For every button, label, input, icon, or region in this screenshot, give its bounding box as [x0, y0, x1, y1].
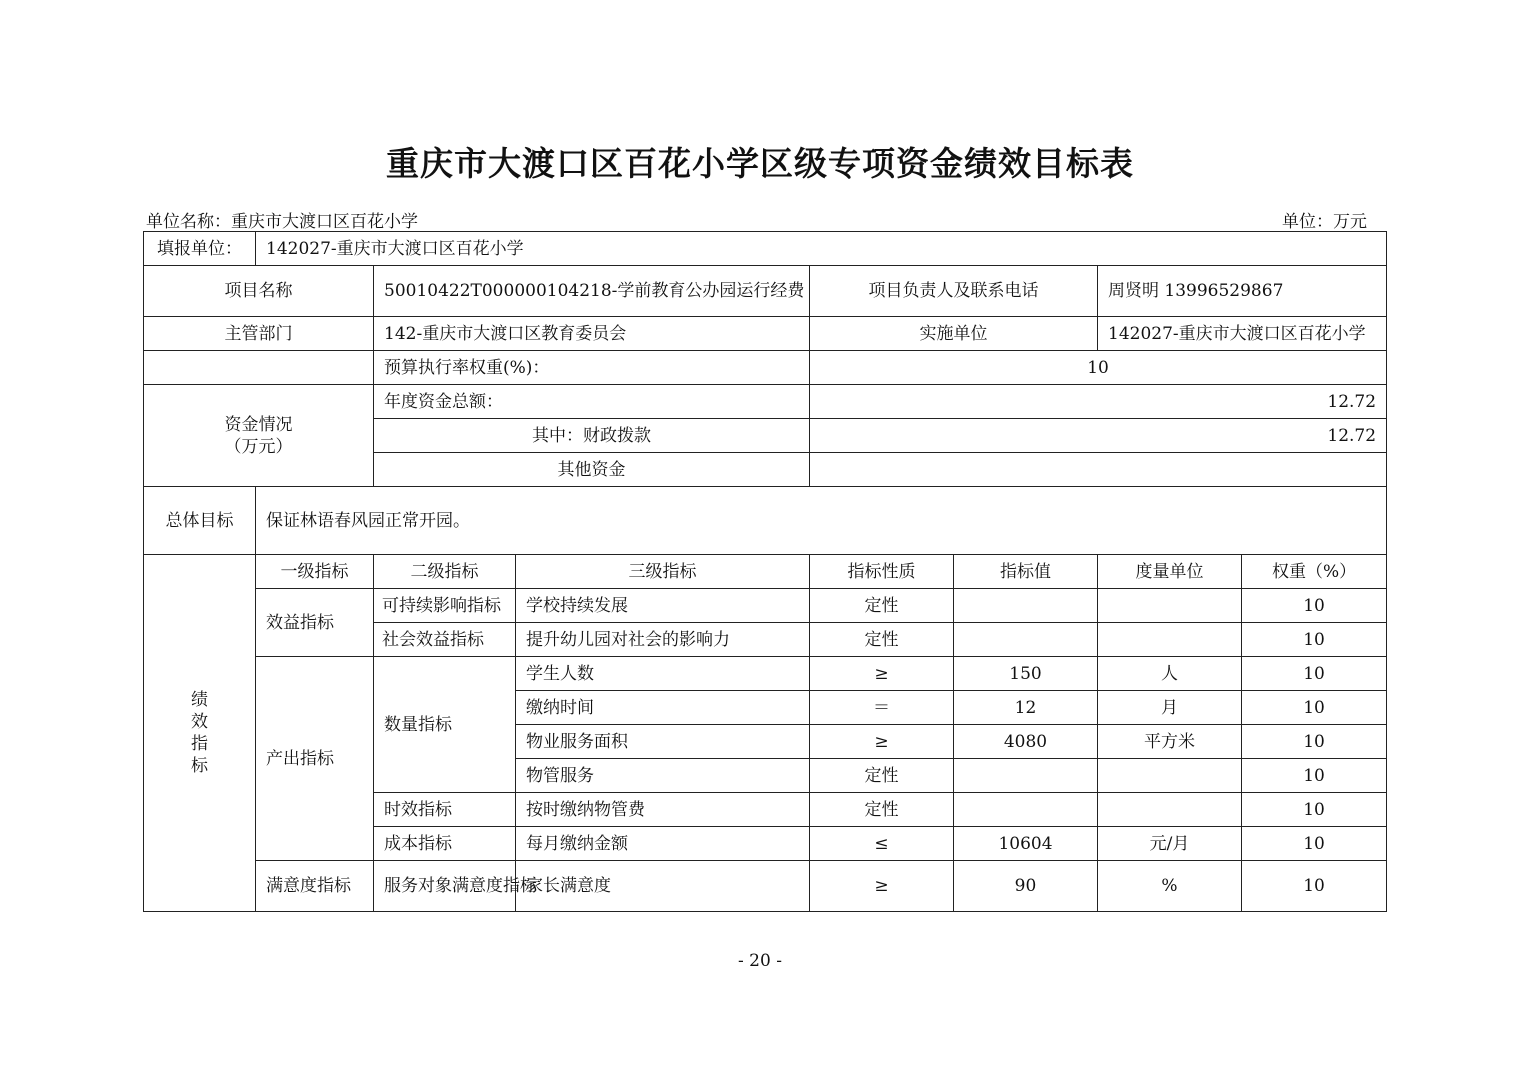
- budget-weight-label: 预算执行率权重(%)：: [374, 351, 810, 385]
- level2-quantity: 数量指标: [374, 657, 516, 793]
- level3-cell: 缴纳时间: [516, 691, 810, 725]
- nature-cell: ≥: [810, 861, 954, 912]
- nature-cell: ＝: [810, 691, 954, 725]
- performance-target-table: [143, 231, 1387, 912]
- level2-cost: 成本指标: [374, 827, 516, 861]
- dept-label: 主管部门: [144, 317, 374, 351]
- unit-cell: 平方米: [1098, 725, 1242, 759]
- weight-cell: 10: [1242, 827, 1387, 861]
- value-cell: [954, 589, 1098, 623]
- impl-label: 实施单位: [810, 317, 1098, 351]
- unit-cell: 元/月: [1098, 827, 1242, 861]
- weight-cell: 10: [1242, 861, 1387, 912]
- value-cell: 4080: [954, 725, 1098, 759]
- value-cell: [954, 759, 1098, 793]
- owner-value: 周贤明 13996529867: [1098, 266, 1387, 317]
- weight-cell: 10: [1242, 589, 1387, 623]
- funds-label-cell: [144, 385, 374, 487]
- fill-unit-value: 142027-重庆市大渡口区百花小学: [256, 232, 1387, 266]
- value-cell: [954, 623, 1098, 657]
- level3-cell: 按时缴纳物管费: [516, 793, 810, 827]
- fiscal-label: 其中：财政拨款: [374, 419, 810, 453]
- level2-service: 服务对象满意度指标: [374, 861, 516, 912]
- weight-cell: 10: [1242, 725, 1387, 759]
- weight-cell: 10: [1242, 623, 1387, 657]
- nature-cell: 定性: [810, 623, 954, 657]
- fill-unit-label: 填报单位：: [144, 232, 256, 266]
- nature-cell: 定性: [810, 793, 954, 827]
- page-number: - 20 -: [738, 951, 782, 971]
- weight-cell: 10: [1242, 759, 1387, 793]
- other-funds-value: [810, 453, 1387, 487]
- weight-cell: 10: [1242, 793, 1387, 827]
- header-unit: 度量单位: [1098, 555, 1242, 589]
- unit-name: 单位名称：重庆市大渡口区百花小学: [146, 212, 418, 232]
- nature-cell: ≤: [810, 827, 954, 861]
- level2-social: 社会效益指标: [374, 623, 516, 657]
- impl-value: 142027-重庆市大渡口区百花小学: [1098, 317, 1387, 351]
- header-nature: 指标性质: [810, 555, 954, 589]
- project-name-label: 项目名称: [144, 266, 374, 317]
- value-cell: 12: [954, 691, 1098, 725]
- owner-label: 项目负责人及联系电话: [810, 266, 1098, 317]
- table-row: [144, 861, 1387, 912]
- value-cell: 90: [954, 861, 1098, 912]
- goal-label: 总体目标: [144, 487, 256, 555]
- header-level2: 二级指标: [374, 555, 516, 589]
- header-weight: 权重（%）: [1242, 555, 1387, 589]
- nature-cell: ≥: [810, 657, 954, 691]
- level1-benefit: 效益指标: [256, 589, 374, 657]
- annual-total-label: 年度资金总额：: [374, 385, 810, 419]
- unit-cell: [1098, 589, 1242, 623]
- weight-cell: 10: [1242, 657, 1387, 691]
- annual-total-value: 12.72: [810, 385, 1387, 419]
- value-cell: 10604: [954, 827, 1098, 861]
- level1-output: 产出指标: [256, 657, 374, 861]
- level3-cell: 物业服务面积: [516, 725, 810, 759]
- dept-value: 142-重庆市大渡口区教育委员会: [374, 317, 810, 351]
- funds-label: 资金情况: [224, 414, 293, 435]
- header-level1: 一级指标: [256, 555, 374, 589]
- value-cell: [954, 793, 1098, 827]
- level2-timeliness: 时效指标: [374, 793, 516, 827]
- level3-cell: 提升幼儿园对社会的影响力: [516, 623, 810, 657]
- fiscal-value: 12.72: [810, 419, 1387, 453]
- value-cell: 150: [954, 657, 1098, 691]
- header-level3: 三级指标: [516, 555, 810, 589]
- level3-cell: 学生人数: [516, 657, 810, 691]
- perf-char: 标: [191, 756, 208, 776]
- unit-label: 单位：万元: [1282, 212, 1367, 232]
- level3-cell: 每月缴纳金额: [516, 827, 810, 861]
- level1-satisfaction: 满意度指标: [256, 861, 374, 912]
- unit-cell: %: [1098, 861, 1242, 912]
- budget-weight-value: 10: [810, 351, 1387, 385]
- funds-unit: （万元）: [224, 436, 293, 457]
- unit-cell: 人: [1098, 657, 1242, 691]
- header-value: 指标值: [954, 555, 1098, 589]
- weight-cell: 10: [1242, 691, 1387, 725]
- budget-weight-blank: [144, 351, 374, 385]
- level2-sustain: 可持续影响指标: [374, 589, 516, 623]
- table-row: [144, 657, 1387, 691]
- goal-value: 保证林语春风园正常开园。: [256, 487, 1387, 555]
- other-funds-label: 其他资金: [374, 453, 810, 487]
- nature-cell: 定性: [810, 759, 954, 793]
- unit-cell: [1098, 759, 1242, 793]
- perf-char: 绩: [191, 690, 208, 710]
- level3-cell: 家长满意度: [516, 861, 810, 912]
- level3-cell: 物管服务: [516, 759, 810, 793]
- table-row: [144, 589, 1387, 623]
- nature-cell: 定性: [810, 589, 954, 623]
- unit-cell: [1098, 793, 1242, 827]
- level3-cell: 学校持续发展: [516, 589, 810, 623]
- nature-cell: ≥: [810, 725, 954, 759]
- perf-indicator-label: [144, 555, 256, 912]
- document-title: 重庆市大渡口区百花小学区级专项资金绩效目标表: [386, 144, 1134, 183]
- perf-char: 效: [191, 712, 208, 732]
- project-name-value: 50010422T000000104218-学前教育公办园运行经费: [374, 266, 810, 317]
- unit-cell: 月: [1098, 691, 1242, 725]
- unit-cell: [1098, 623, 1242, 657]
- perf-char: 指: [191, 734, 208, 754]
